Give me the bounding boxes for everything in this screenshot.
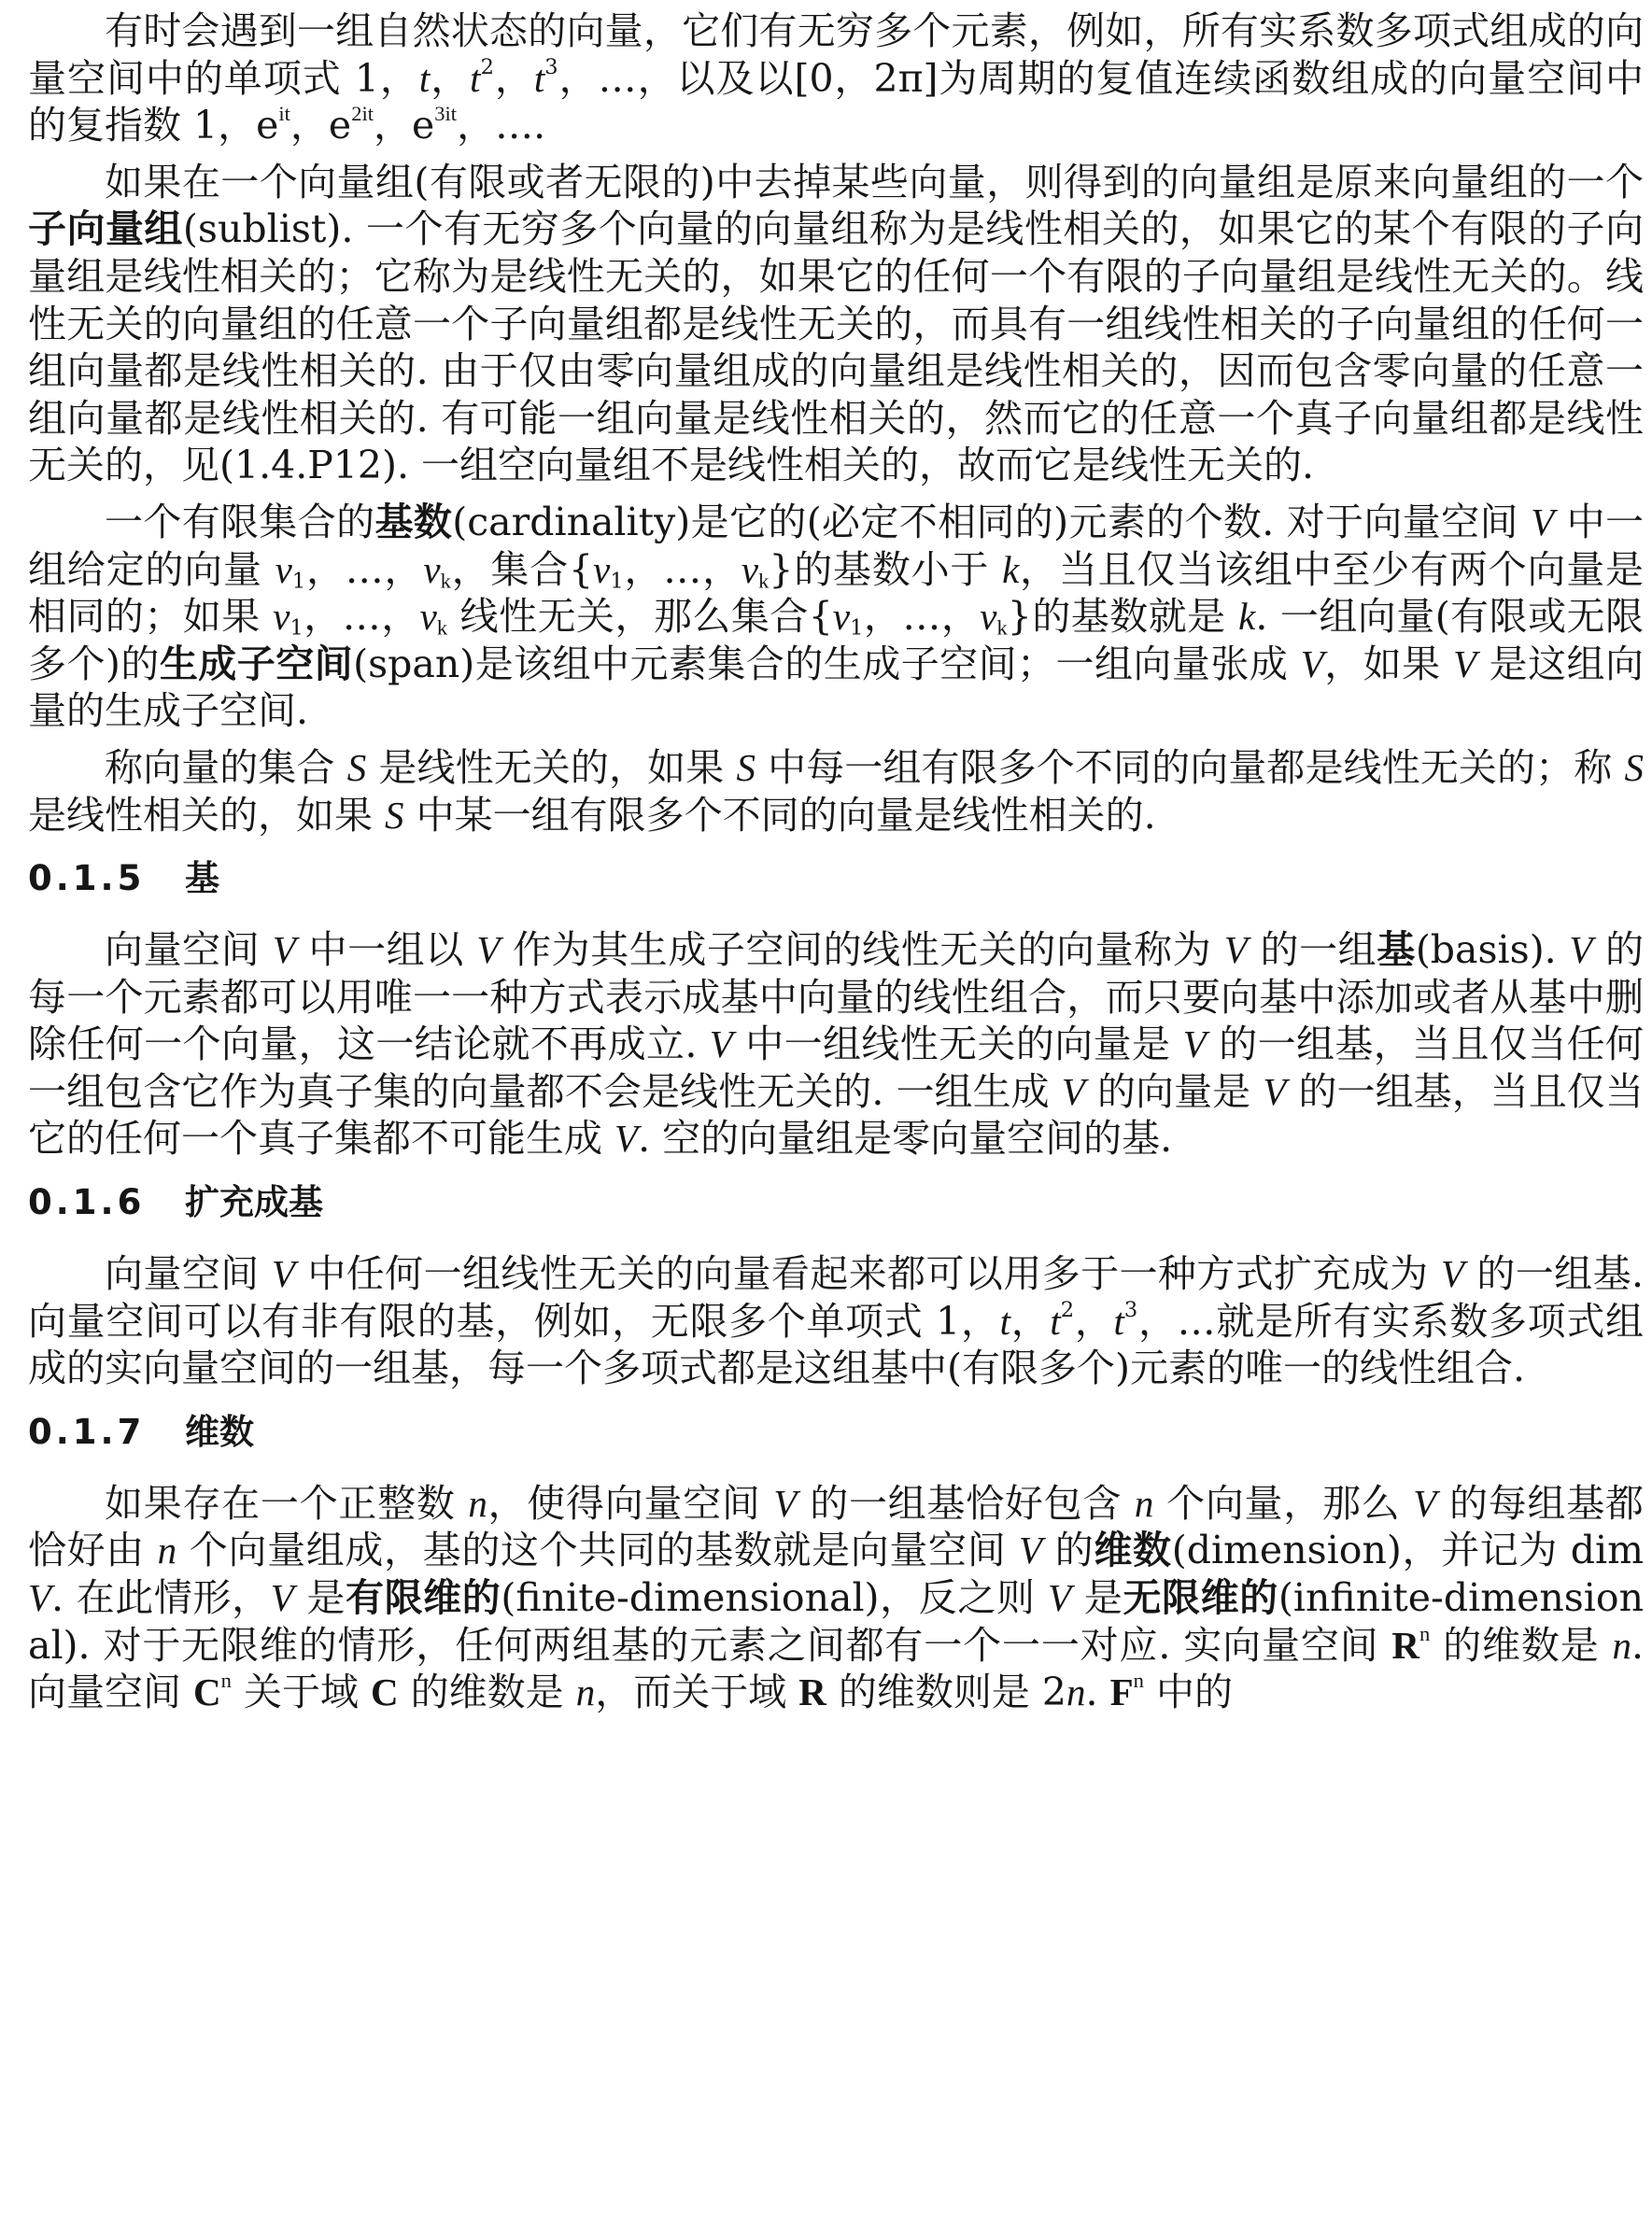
- text: ，…，以及以[0，2π]为周期的复值连续函数组成的向量空间中的复指数 1，e: [28, 55, 1645, 148]
- math-var: V: [476, 928, 501, 972]
- text: ，: [493, 55, 534, 101]
- text: 有时会遇到一组自然状态的向量，它们有无穷多个元素，例如，所有实系数多项式组成的向量空间中的单项式 1，: [28, 8, 1644, 101]
- math-var: V: [1569, 928, 1593, 972]
- section-number: 0.1.6: [28, 1182, 146, 1223]
- text: 中一组线性无关的向量是: [732, 1022, 1183, 1067]
- text: 向量空间: [105, 1251, 272, 1297]
- text: 向量空间: [105, 927, 273, 973]
- text: ，而关于域: [595, 1670, 799, 1715]
- superscript: 3it: [434, 102, 458, 126]
- text: (dimension)，并记为 dim: [1171, 1528, 1644, 1573]
- superscript: it: [278, 102, 290, 126]
- math-field: C: [371, 1670, 399, 1714]
- math-var: v: [275, 547, 292, 591]
- math-var: V: [709, 1022, 733, 1066]
- math-var: S: [385, 793, 404, 837]
- text: 的每一个元素都可以用唯一一种方式表示成基中向量的线性组合，而只要向基中添加或者从基中删除任何一个向量，这一结论就不再成立.: [28, 927, 1644, 1067]
- term-span: 生成子空间: [159, 641, 354, 686]
- text: 如果在一个向量组(有限或者无限的)中去掉某些向量，则得到的向量组是原来向量组的一个: [105, 159, 1644, 204]
- text: 一个有限集合的: [105, 499, 375, 544]
- text: ，e: [289, 103, 352, 148]
- section-number: 0.1.5: [28, 858, 146, 899]
- math-field: R: [798, 1670, 826, 1714]
- math-var: t: [470, 56, 481, 100]
- text: 的一组基，当且仅当任何一组包含它作为真子集的向量都不会是线性无关的. 一组生成: [28, 1022, 1644, 1114]
- math-var: V: [614, 1117, 639, 1161]
- math-var: n: [468, 1481, 487, 1525]
- section-title: 扩充成基: [185, 1182, 323, 1223]
- superscript: 2: [480, 54, 494, 79]
- text: 是: [293, 1575, 346, 1621]
- book-page: [28, 0, 1644, 1716]
- math-var: V: [271, 1252, 295, 1296]
- text: 的维数是: [1430, 1622, 1613, 1668]
- text: 的一组基恰好包含: [797, 1480, 1135, 1526]
- text: 个向量，那么: [1153, 1480, 1414, 1526]
- math-var: t: [418, 56, 431, 100]
- text: }的基数就是: [1007, 594, 1239, 640]
- math-var: t: [533, 56, 545, 100]
- superscript: n: [1133, 1669, 1144, 1693]
- math-var: n: [157, 1529, 177, 1572]
- text: 中一组给定的向量: [28, 499, 1645, 592]
- text: . 在此情形，: [51, 1575, 271, 1621]
- math-var: v: [593, 547, 611, 591]
- math-var: V: [1440, 1252, 1464, 1296]
- math-var: v: [741, 547, 759, 591]
- text: (cardinality)是它的(必定不相同的)元素的个数. 对于向量空间: [452, 499, 1532, 544]
- superscript: 2it: [351, 102, 374, 126]
- term-infinite-dimensional: 无限维的: [1123, 1575, 1278, 1621]
- text: . 空的向量组是零向量空间的基.: [638, 1116, 1173, 1162]
- text: (sublist). 一个有无穷多个向量的向量组称为是线性相关的，如果它的某个有限的子向量组是线性相关的；它称为是线性无关的，如果它的任何一个有限的子向量组是线性无关的。线性无关的向量组的任意一个子向量组都是线性无关的，而具有一组线性相关的子向量组的任何一组向量都是线性相关的. 由于仅由零向量组成的向量组是线性相关的，因而包含零向量的任意一组向量都是线性相关的. 有可能一组向量是线性相关的，然而它的任意一个真子向量组都是线性无关的，见(1.4.P12). 一组空向量组不是线性相关的，故而它是线性无关的.: [28, 206, 1645, 488]
- math-var: V: [1048, 1576, 1072, 1620]
- text: ，: [1074, 1298, 1114, 1344]
- superscript: 3: [544, 54, 558, 79]
- text: 的维数是: [398, 1670, 576, 1715]
- section-heading-basis: [28, 839, 1644, 917]
- text: 中任何一组线性无关的向量看起来都可以用多于一种方式扩充成为: [295, 1251, 1441, 1297]
- paragraph-dimension: [28, 1471, 1644, 1716]
- text: ，…，: [623, 546, 741, 592]
- superscript: 3: [1123, 1297, 1138, 1322]
- text: 的向量是: [1084, 1068, 1264, 1114]
- text: 是这组向量的生成子空间.: [28, 641, 1644, 734]
- math-var: V: [1061, 1069, 1085, 1113]
- text: 是: [1071, 1575, 1123, 1621]
- text: 的维数则是 2: [826, 1670, 1067, 1715]
- text: 的: [1042, 1528, 1094, 1573]
- subscript: k: [436, 615, 448, 640]
- subscript: k: [440, 569, 451, 593]
- term-dimension: 维数: [1094, 1528, 1172, 1573]
- text: ，: [1010, 1298, 1051, 1344]
- text: . 一组向量(有限或无限多个)的: [28, 594, 1644, 686]
- math-var: V: [1182, 1022, 1207, 1066]
- text: ，使得向量空间: [487, 1480, 774, 1526]
- superscript: n: [220, 1669, 232, 1693]
- text: 线性无关，那么集合{: [447, 594, 833, 640]
- text: 是线性无关的，如果: [366, 744, 737, 790]
- text: 个向量组成，基的这个共同的基数就是向量空间: [176, 1528, 1020, 1573]
- text: ，…就是所有实系数多项式组成的实向量空间的一组基，每一个多项式都是这组基中(有限多个)元素的唯一的线性组合.: [28, 1298, 1645, 1391]
- paragraph-sublist: [28, 149, 1644, 489]
- math-var: v: [832, 595, 851, 639]
- math-var: n: [1066, 1670, 1086, 1714]
- math-var: S: [1624, 745, 1644, 789]
- math-var: v: [273, 595, 290, 639]
- math-var: t: [999, 1299, 1011, 1343]
- math-var: V: [1019, 1529, 1043, 1572]
- paragraph-cardinality: [28, 489, 1644, 735]
- math-field: C: [193, 1670, 221, 1714]
- text: 中一组以: [295, 927, 477, 973]
- math-var: S: [346, 745, 367, 789]
- text: 是线性相关的，如果: [28, 792, 386, 838]
- text: 作为其生成子空间的线性无关的向量称为: [500, 927, 1224, 973]
- math-var: V: [1413, 1481, 1437, 1525]
- text: ，集合{: [450, 546, 594, 592]
- subscript: 1: [291, 569, 306, 594]
- text: 中的: [1143, 1670, 1233, 1715]
- text: .: [1085, 1670, 1110, 1715]
- text: 中每一组有限多个不同的向量都是线性无关的；称: [755, 744, 1625, 790]
- text: ，…，: [305, 546, 424, 592]
- text: 中某一组有限多个不同的向量是线性相关的.: [403, 792, 1156, 838]
- text: ，当且仅当该组中至少有两个向量是相同的；如果: [28, 546, 1645, 640]
- math-var: n: [575, 1670, 596, 1714]
- math-var: k: [1002, 547, 1020, 591]
- subscript: k: [996, 615, 1008, 640]
- section-title: 基: [185, 858, 219, 899]
- text: (finite-dimensional)，反之则: [501, 1575, 1049, 1621]
- subscript: 1: [289, 615, 304, 641]
- math-var: v: [423, 547, 441, 591]
- subscript: 1: [850, 615, 864, 641]
- math-var: k: [1238, 595, 1256, 639]
- term-basis: 基: [1377, 927, 1416, 973]
- math-var: V: [272, 928, 296, 972]
- text: (basis).: [1415, 927, 1570, 973]
- math-var: v: [419, 595, 437, 639]
- math-field: F: [1109, 1670, 1134, 1714]
- term-sublist: 子向量组: [28, 206, 183, 252]
- text: 关于域: [231, 1670, 372, 1715]
- term-finite-dimensional: 有限维的: [345, 1575, 501, 1621]
- paragraph-infinite-vectors: [28, 0, 1644, 149]
- math-var: t: [1113, 1299, 1124, 1343]
- section-title: 维数: [185, 1411, 254, 1452]
- section-heading-extension: [28, 1163, 1644, 1241]
- math-var: V: [28, 1576, 52, 1620]
- math-var: V: [1453, 641, 1477, 685]
- text: 如果存在一个正整数: [105, 1480, 469, 1526]
- text: . 向量空间: [28, 1622, 1644, 1715]
- text: ，如果: [1323, 641, 1454, 686]
- math-var: S: [736, 745, 755, 789]
- math-var: v: [980, 595, 997, 639]
- section-heading-dimension: [28, 1392, 1644, 1471]
- math-field: R: [1391, 1623, 1419, 1667]
- paragraph-basis: [28, 917, 1644, 1163]
- text: 的一组: [1247, 927, 1377, 973]
- math-var: t: [1050, 1299, 1061, 1343]
- text: 的一组基. 向量空间可以有非有限的基，例如，无限多个单项式 1，: [28, 1251, 1644, 1344]
- superscript: n: [1419, 1621, 1431, 1645]
- text: 的一组基，当且仅当它的任何一个真子集都不可能生成: [28, 1068, 1644, 1162]
- text: ，e: [374, 103, 435, 148]
- text: ，…，: [863, 594, 981, 640]
- text: ，…，: [303, 594, 420, 640]
- math-var: n: [1134, 1481, 1154, 1525]
- text: ，: [430, 55, 471, 101]
- paragraph-extension: [28, 1241, 1644, 1392]
- subscript: k: [758, 569, 770, 593]
- math-var: V: [1263, 1069, 1287, 1113]
- superscript: 2: [1060, 1297, 1075, 1322]
- term-cardinality: 基数: [374, 499, 453, 544]
- section-number: 0.1.7: [28, 1411, 146, 1452]
- math-var: V: [1223, 928, 1248, 972]
- text: (infinite-dimensional). 对于无限维的情形，任何两组基的元素之间都有一个一一对应. 实向量空间: [28, 1575, 1644, 1668]
- math-var: V: [1300, 641, 1324, 685]
- math-var: n: [1612, 1623, 1631, 1667]
- math-var: V: [773, 1481, 798, 1525]
- paragraph-set-independence: [28, 735, 1644, 839]
- math-var: V: [1531, 500, 1555, 543]
- text: 的每组基都恰好由: [28, 1480, 1644, 1573]
- text: 称向量的集合: [105, 744, 347, 790]
- subscript: 1: [610, 569, 624, 594]
- math-var: V: [270, 1576, 294, 1620]
- text: (span)是该组中元素集合的生成子空间；一组向量张成: [353, 641, 1301, 686]
- text: }的基数小于: [769, 546, 1003, 592]
- text: ，….: [457, 103, 546, 148]
